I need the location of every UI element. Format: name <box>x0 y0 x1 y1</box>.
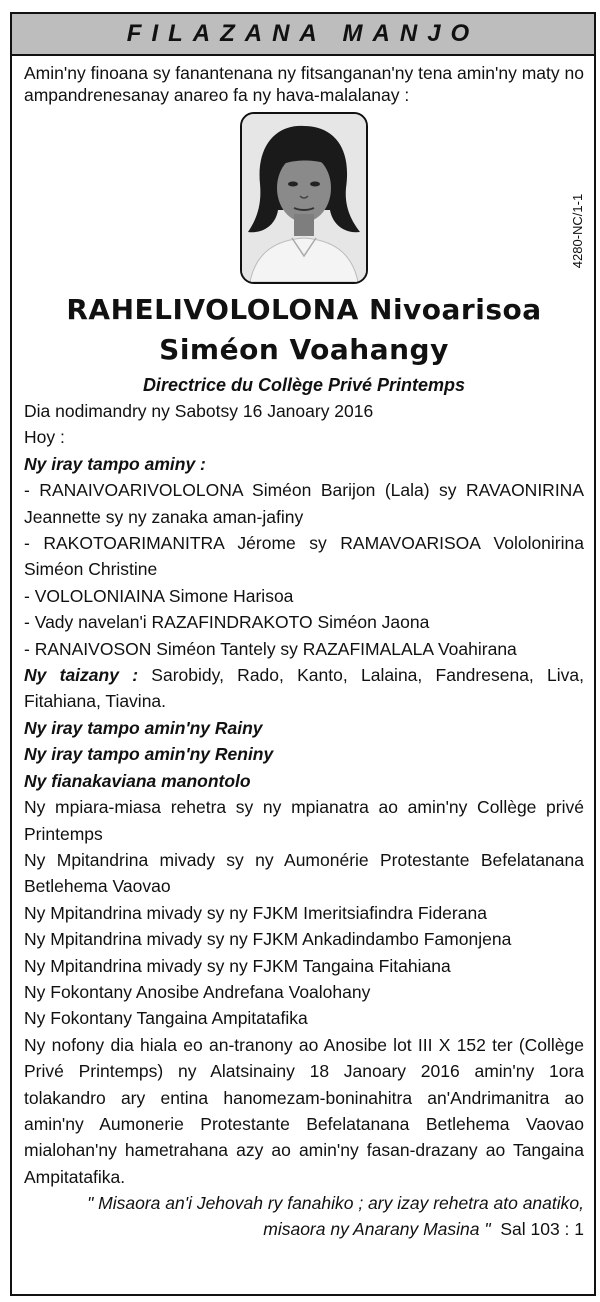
other-mourner: Ny mpiara-miasa rehetra sy ny mpianatra ao amin'ny Collège privé Printemps <box>24 797 584 844</box>
other-mourner: Ny Fokontany Anosibe Andrefana Voalohany <box>24 981 371 1002</box>
death-date: Dia nodimandry ny Sabotsy 16 Janoary 2016 <box>24 401 374 421</box>
other-mourner: Ny Mpitandrina mivady sy ny FJKM Ankadindambo Famonjena <box>24 929 512 950</box>
intro-text: Amin'ny finoana sy fanantenana ny fitsanganan'ny tena amin'ny maty no ampandrenesanay anareo fa ny hava-malalanay : <box>24 63 584 105</box>
family-item: - RAKOTOARIMANITRA Jérome sy RAMAVOARISOA Vololonirina Siméon Christine <box>24 533 584 580</box>
photo-area <box>24 112 584 286</box>
family-heading: Ny iray tampo aminy : <box>24 453 206 474</box>
family-item: - RANAIVOSON Siméon Tantely sy RAZAFIMALALA Voahirana <box>24 638 517 659</box>
deceased-name-line2: Siméon Voahangy <box>159 333 449 366</box>
hoy-label: Hoy : <box>24 427 65 448</box>
bible-quote <box>24 1190 584 1242</box>
funeral-notice: Ny nofony dia hiala eo an-tranony ao Anosibe lot III X 152 ter (Collège Privé Printemps) ny Alatsinainy 18 Janoary 2016 amin'ny 1ora tolakandro ary entina hanomezam-boninahitra an'Andrimanitra ao amin'ny Aumonerie Protestante Befelatanana Betlehema Vaovao mialohan'ny hametrahana azy ao amin'ny fasan-drazany ao Tangaina Ampitatafika. <box>24 1034 584 1187</box>
banner <box>12 14 594 56</box>
deceased-name-line1: RAHELIVOLOLONA Nivoarisoa <box>66 293 542 326</box>
deceased-role: Directrice du Collège Privé Printemps <box>142 375 466 395</box>
family-item: - Vady navelan'i RAZAFINDRAKOTO Siméon Jaona <box>24 612 430 633</box>
obituary-frame <box>10 12 596 1296</box>
quote-line1: " Misaora an'i Jehovah ry fanahiko ; ary izay rehetra ato anatiko, <box>87 1193 584 1214</box>
taizany-names: Sarobidy, Rado, Kanto, Lalaina, Fandresena, Liva, Fitahiana, Tiavina. <box>24 665 584 712</box>
taizany-paragraph <box>24 662 584 715</box>
family-item: - VOLOLONIAINA Simone Harisoa <box>24 585 294 606</box>
other-mourner: Ny Mpitandrina mivady sy ny FJKM Imeritsiafindra Fiderana <box>24 902 487 923</box>
reference-code: 4280-NC/1-1 <box>569 193 585 269</box>
bold-line: Ny fianakaviana manontolo <box>24 770 251 791</box>
quote-reference: Sal 103 : 1 <box>500 1219 584 1240</box>
quote-line2: misaora ny Anarany Masina " <box>263 1219 491 1240</box>
other-mourner: Ny Mpitandrina mivady sy ny FJKM Tangaina Fitahiana <box>24 955 451 976</box>
taizany-label: Ny taizany : <box>24 665 139 686</box>
portrait-photo-icon <box>240 112 368 284</box>
bold-line: Ny iray tampo amin'ny Reniny <box>24 744 274 765</box>
quote-line2-wrap <box>24 1216 584 1242</box>
other-mourner: Ny Fokontany Tangaina Ampitatafika <box>24 1008 308 1029</box>
obituary-body <box>24 62 584 1242</box>
bold-line: Ny iray tampo amin'ny Rainy <box>24 717 263 738</box>
banner-title: FILAZANA MANJO <box>126 20 480 47</box>
other-mourner: Ny Mpitandrina mivady sy ny Aumonérie Protestante Befelatanana Betlehema Vaovao <box>24 849 584 897</box>
family-item: - RANAIVOARIVOLOLONA Siméon Barijon (Lala) sy RAVAONIRINA Jeannette sy ny zanaka aman-jafiny <box>24 480 584 527</box>
